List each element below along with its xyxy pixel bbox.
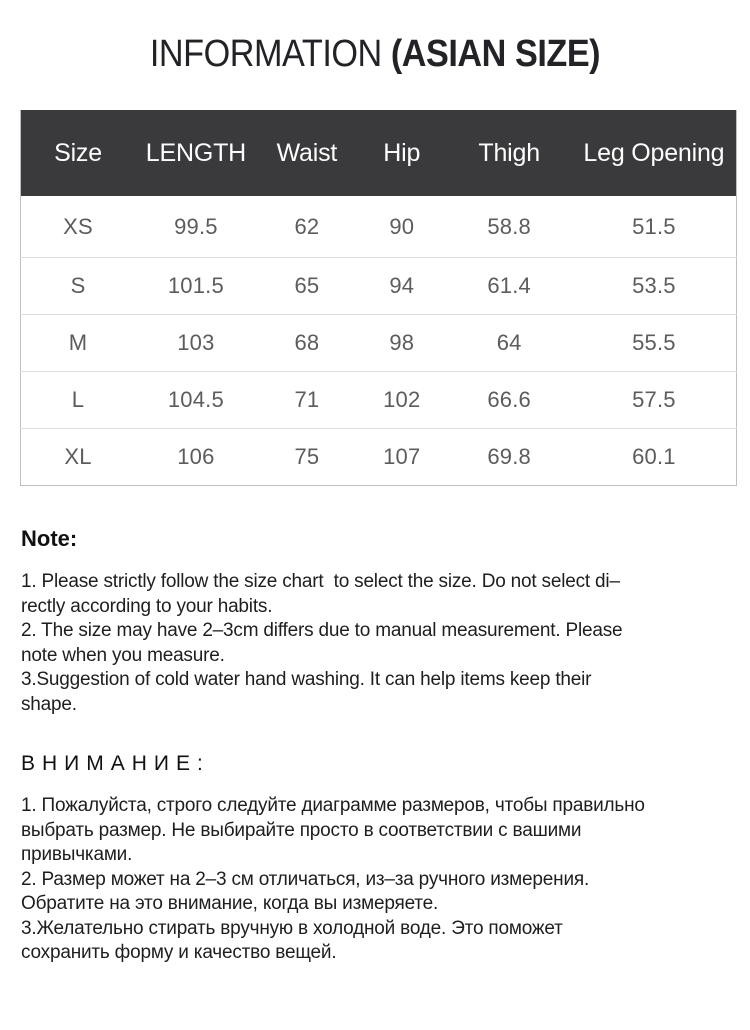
notes-section <box>0 526 750 966</box>
thigh-cell: 61.4 <box>447 258 572 315</box>
header-cell-leg-opening: Leg Opening <box>572 110 737 196</box>
waist-cell: 68 <box>257 315 357 372</box>
size-chart-table <box>20 110 737 486</box>
attention-line: сохранить форму и качество вещей. <box>21 942 337 963</box>
note-heading: Note: <box>21 526 78 551</box>
header-cell-thigh: Thigh <box>447 110 572 196</box>
size-cell: L <box>21 372 136 429</box>
size-cell: M <box>21 315 136 372</box>
title-information-text: INFORMATION <box>149 33 391 75</box>
size-cell: S <box>21 258 136 315</box>
attention-line: 2. Размер может на 2–3 см отличаться, из–за ручного измерения. <box>21 868 590 890</box>
header-cell-hip: Hip <box>357 110 447 196</box>
length-cell: 106 <box>135 429 257 486</box>
length-cell: 104.5 <box>135 372 257 429</box>
leg-opening-cell: 60.1 <box>572 429 737 486</box>
table-row-xl <box>21 429 737 486</box>
note-line: note when you measure. <box>21 644 225 666</box>
title-asian-size-text: (ASIAN SIZE) <box>390 33 601 75</box>
table-row-l <box>21 372 737 429</box>
leg-opening-cell: 57.5 <box>572 372 737 429</box>
waist-cell: 65 <box>257 258 357 315</box>
leg-opening-cell: 55.5 <box>572 315 737 372</box>
size-cell: XS <box>63 213 93 239</box>
note-paragraph <box>21 570 732 717</box>
attention-line: привычками. <box>21 844 133 865</box>
thigh-cell: 64 <box>447 315 572 372</box>
page-title <box>38 30 713 78</box>
table-header-row <box>21 110 737 196</box>
attention-line: Обратите на это внимание, когда вы измеряете. <box>21 893 439 914</box>
note-line: 3.Suggestion of cold water hand washing. It can help items keep their <box>21 669 592 690</box>
hip-cell: 107 <box>357 429 447 486</box>
attention-line: выбрать размер. Не выбирайте просто в соответствии с вашими <box>21 819 582 841</box>
header-cell-length: LENGTH <box>135 110 257 196</box>
table-row-m <box>21 315 737 372</box>
waist-cell: 62 <box>294 213 320 239</box>
note-line: shape. <box>21 693 77 715</box>
thigh-cell: 66.6 <box>447 372 572 429</box>
thigh-cell: 69.8 <box>447 429 572 486</box>
leg-opening-cell: 51.5 <box>632 213 676 239</box>
size-cell: XL <box>21 429 136 486</box>
table-row-xs <box>21 196 737 258</box>
attention-heading: ВНИМАНИЕ: <box>21 752 210 775</box>
length-cell: 99.5 <box>174 213 218 239</box>
attention-line: 3.Желательно стирать вручную в холодной воде. Это поможет <box>21 917 563 939</box>
leg-opening-cell: 53.5 <box>572 258 737 315</box>
note-line: 2. The size may have 2–3cm differs due to manual measurement. Please <box>21 620 623 641</box>
note-line: rectly according to your habits. <box>21 595 273 617</box>
header-cell-waist: Waist <box>257 110 357 196</box>
note-line: 1. Please strictly follow the size chart to select the size. Do not select di– <box>21 571 620 592</box>
length-cell: 101.5 <box>135 258 257 315</box>
waist-cell: 75 <box>257 429 357 486</box>
table-row-s <box>21 258 737 315</box>
waist-cell: 71 <box>257 372 357 429</box>
header-cell-size: Size <box>21 110 136 196</box>
hip-cell: 102 <box>357 372 447 429</box>
attention-line: 1. Пожалуйста, строго следуйте диаграмме размеров, чтобы правильно <box>21 795 645 816</box>
thigh-cell: 58.8 <box>487 213 531 239</box>
attention-paragraph <box>21 794 732 966</box>
length-cell: 103 <box>135 315 257 372</box>
size-info-page <box>0 30 750 1030</box>
hip-cell: 94 <box>357 258 447 315</box>
hip-cell: 98 <box>357 315 447 372</box>
hip-cell: 90 <box>389 213 415 239</box>
